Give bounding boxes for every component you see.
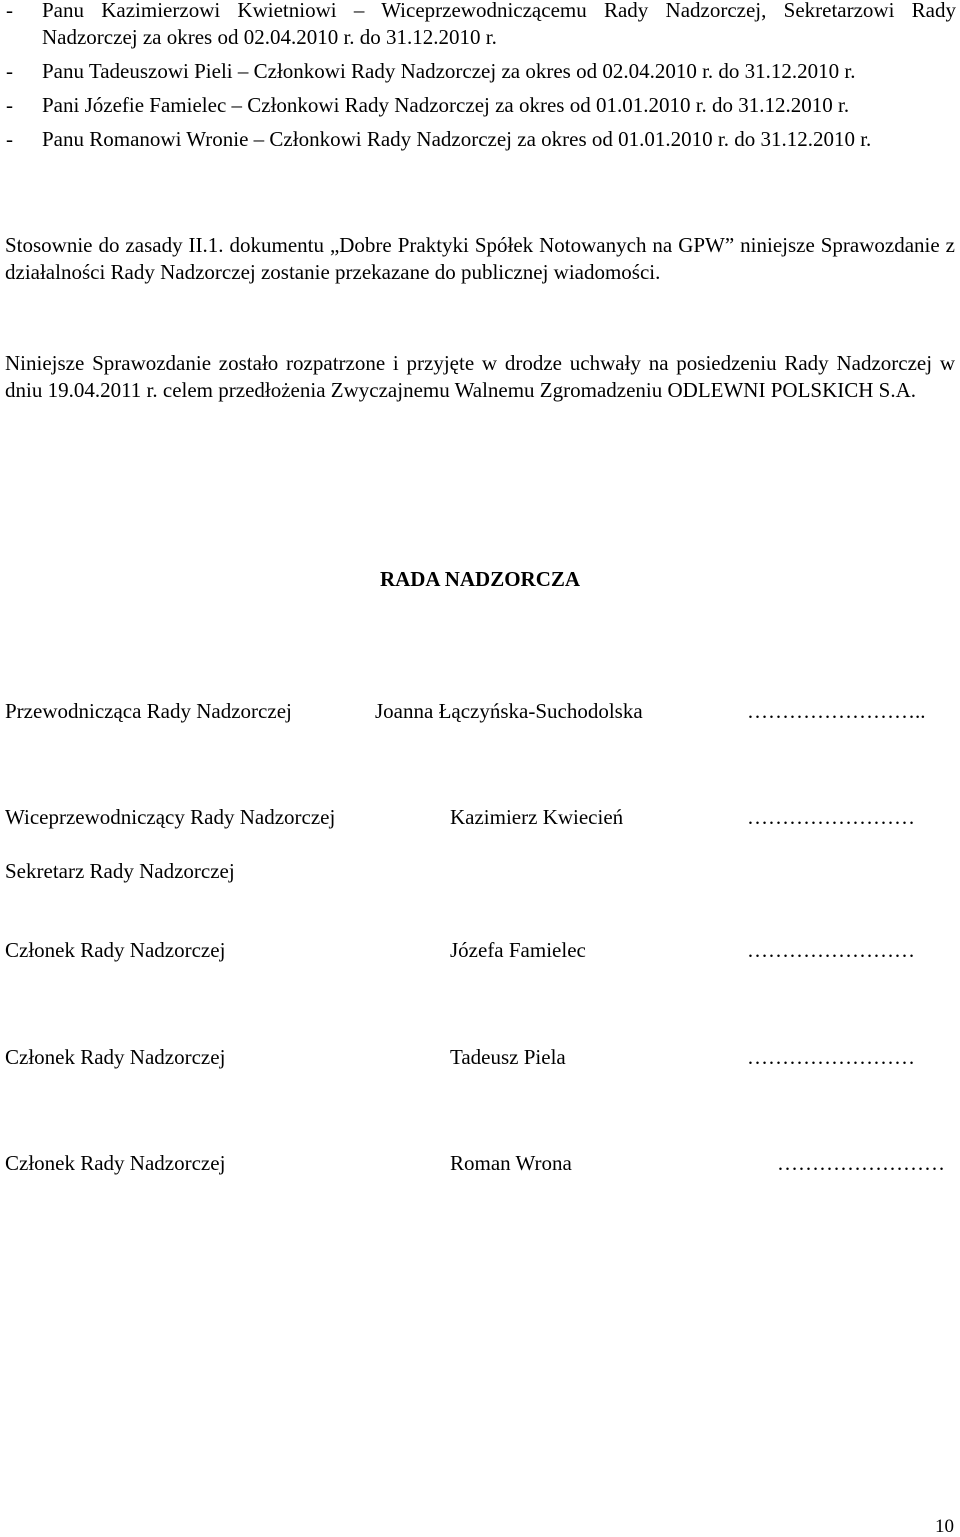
- list-item-text: Panu Tadeuszowi Pieli – Członkowi Rady Nadzorczej za okres od 02.04.2010 r. do 31.12.2010 r.: [42, 59, 856, 83]
- signature-line: ……………………: [777, 1151, 945, 1175]
- board-heading: RADA NADZORCZA: [379, 567, 581, 591]
- list-dash: -: [6, 127, 13, 151]
- signature-name: Kazimierz Kwiecień: [450, 805, 624, 829]
- signature-line: ……………………: [747, 938, 915, 962]
- signature-line: ……………………: [747, 1045, 915, 1069]
- signature-role: Przewodnicząca Rady Nadzorczej: [5, 699, 292, 723]
- signature-role: Członek Rady Nadzorczej: [5, 1151, 226, 1175]
- signature-row: [5, 937, 960, 964]
- signature-name: Joanna Łączyńska-Suchodolska: [375, 699, 643, 723]
- signature-role: Członek Rady Nadzorczej: [5, 938, 226, 962]
- signature-role: Członek Rady Nadzorczej: [5, 1045, 226, 1069]
- member-period-list: [6, 0, 956, 160]
- list-item: [6, 0, 956, 51]
- signature-row: [5, 1044, 960, 1071]
- signature-line: ……………………: [747, 805, 915, 829]
- signature-row: [5, 1150, 960, 1177]
- list-dash: -: [6, 93, 13, 117]
- list-item: [6, 126, 956, 153]
- signature-name: Józefa Famielec: [450, 938, 586, 962]
- signature-row: [5, 698, 960, 725]
- signature-role: Sekretarz Rady Nadzorczej: [5, 859, 235, 883]
- page-number: 10: [935, 1516, 954, 1537]
- list-dash: -: [6, 59, 13, 83]
- signature-role: Wiceprzewodniczący Rady Nadzorczej: [5, 805, 336, 829]
- list-item-text: Panu Kazimierzowi Kwietniowi – Wiceprzewodniczącemu Rady Nadzorczej, Sekretarzowi Rady Nadzorczej za okres od 02.04.2010 r. do 31.12.2010 r.: [42, 0, 956, 49]
- list-item-text: Panu Romanowi Wronie – Członkowi Rady Nadzorczej za okres od 01.01.2010 r. do 31.12.2010 r.: [42, 127, 872, 151]
- approval-paragraph: Niniejsze Sprawozdanie zostało rozpatrzone i przyjęte w drodze uchwały na posiedzeniu Rady Nadzorczej w dniu 19.04.2011 r. celem przedłożenia Zwyczajnemu Walnemu Zgromadzeniu ODLEWNI POLSKICH S.A.: [5, 351, 955, 402]
- signature-line: ……………………..: [747, 699, 926, 723]
- signature-row: [5, 858, 960, 885]
- signature-name: Tadeusz Piela: [450, 1045, 566, 1069]
- list-item: [6, 92, 956, 119]
- list-item: [6, 58, 956, 85]
- list-item-text: Pani Józefie Famielec – Członkowi Rady Nadzorczej za okres od 01.01.2010 r. do 31.12.2010 r.: [42, 93, 850, 117]
- publication-paragraph: Stosownie do zasady II.1. dokumentu „Dobre Praktyki Spółek Notowanych na GPW” niniejsze Sprawozdanie z działalności Rady Nadzorczej zostanie przekazane do publicznej wiadomości.: [5, 233, 955, 284]
- signature-name: Roman Wrona: [450, 1151, 572, 1175]
- list-dash: -: [6, 0, 13, 22]
- signature-row: [5, 804, 960, 831]
